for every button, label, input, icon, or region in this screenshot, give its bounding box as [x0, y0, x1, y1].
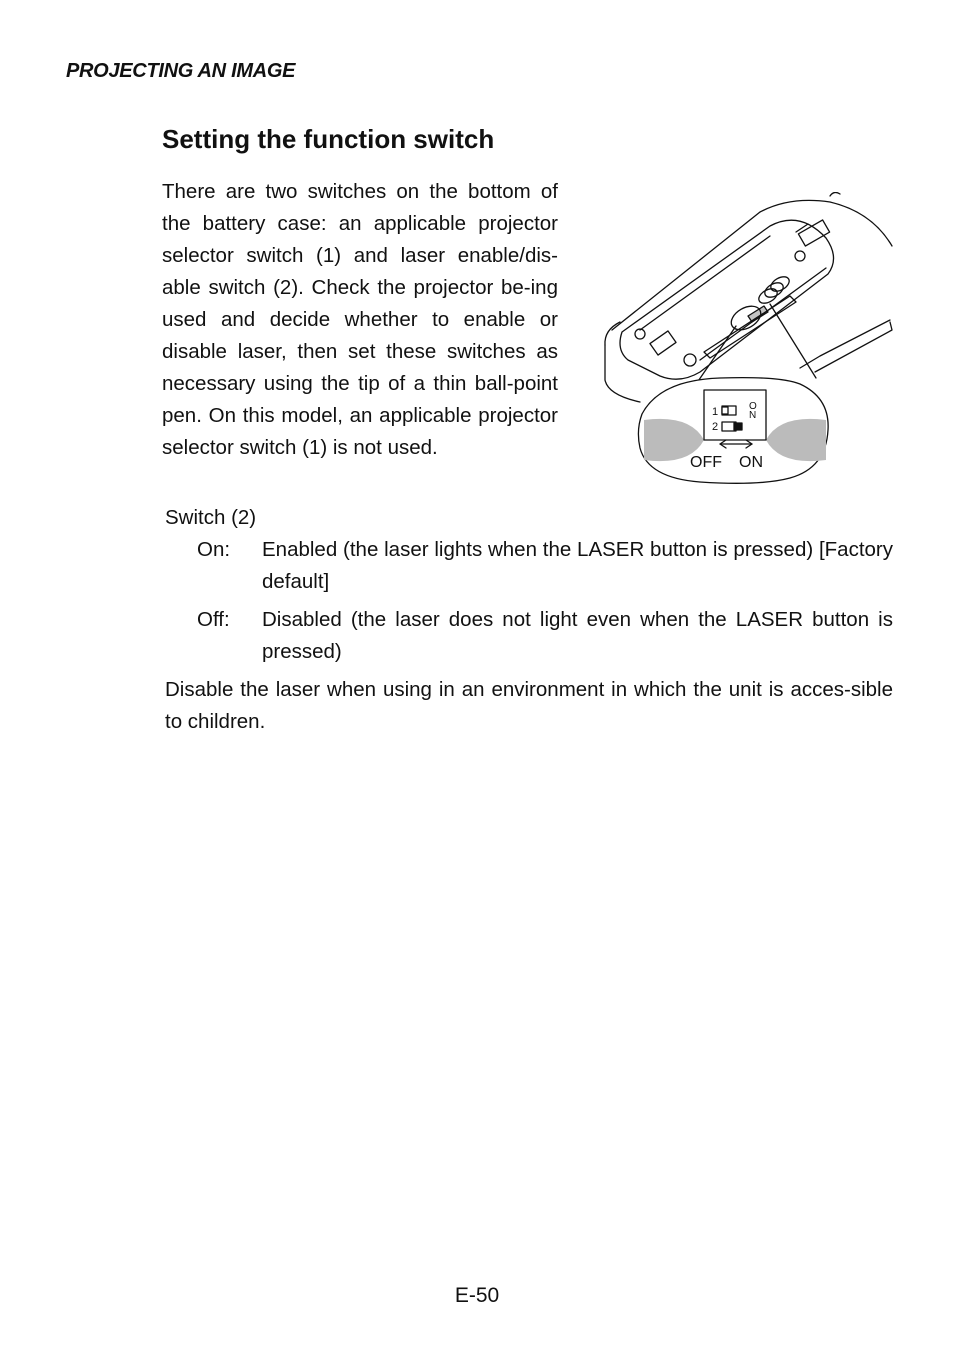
page-title: Setting the function switch: [162, 124, 495, 154]
switch-on-row: [165, 534, 893, 598]
switch-number-2: 2: [712, 421, 719, 433]
on-marking-n: N: [749, 410, 757, 421]
section-header: PROJECTING AN IMAGE: [66, 60, 296, 82]
page-number: E-50: [454, 1284, 500, 1307]
on-description: Enabled (the laser lights when the LASER button is pressed) [Factory default]: [262, 538, 893, 593]
switch-number-1: 1: [712, 406, 719, 418]
laser-note: Disable the laser when using in an environment in which the unit is acces-sible to children.: [165, 678, 893, 733]
on-marking-o: O: [749, 401, 757, 412]
off-description: Disabled (the laser does not light even when the LASER button is pressed): [262, 608, 893, 663]
battery-case-illustration: [600, 192, 896, 488]
intro-paragraph: There are two switches on the bottom of the battery case: an applicable projector selector switch (1) and laser enable/dis-able switch (2). Check the projector be-ing used and decide whether to enable or disable laser, then set these switches as necessary using the tip of a thin ball-point pen. On this model, an applicable projector selector switch (1) is not used.: [162, 180, 558, 459]
on-term: On:: [197, 538, 231, 561]
switch-2-block: [165, 502, 893, 738]
on-label: ON: [739, 454, 763, 471]
off-label: OFF: [690, 454, 722, 471]
switch-off-row: [165, 604, 893, 668]
off-term: Off:: [197, 608, 230, 631]
switch-2-heading: Switch (2): [165, 506, 257, 529]
remote-body-outline: [612, 200, 892, 330]
